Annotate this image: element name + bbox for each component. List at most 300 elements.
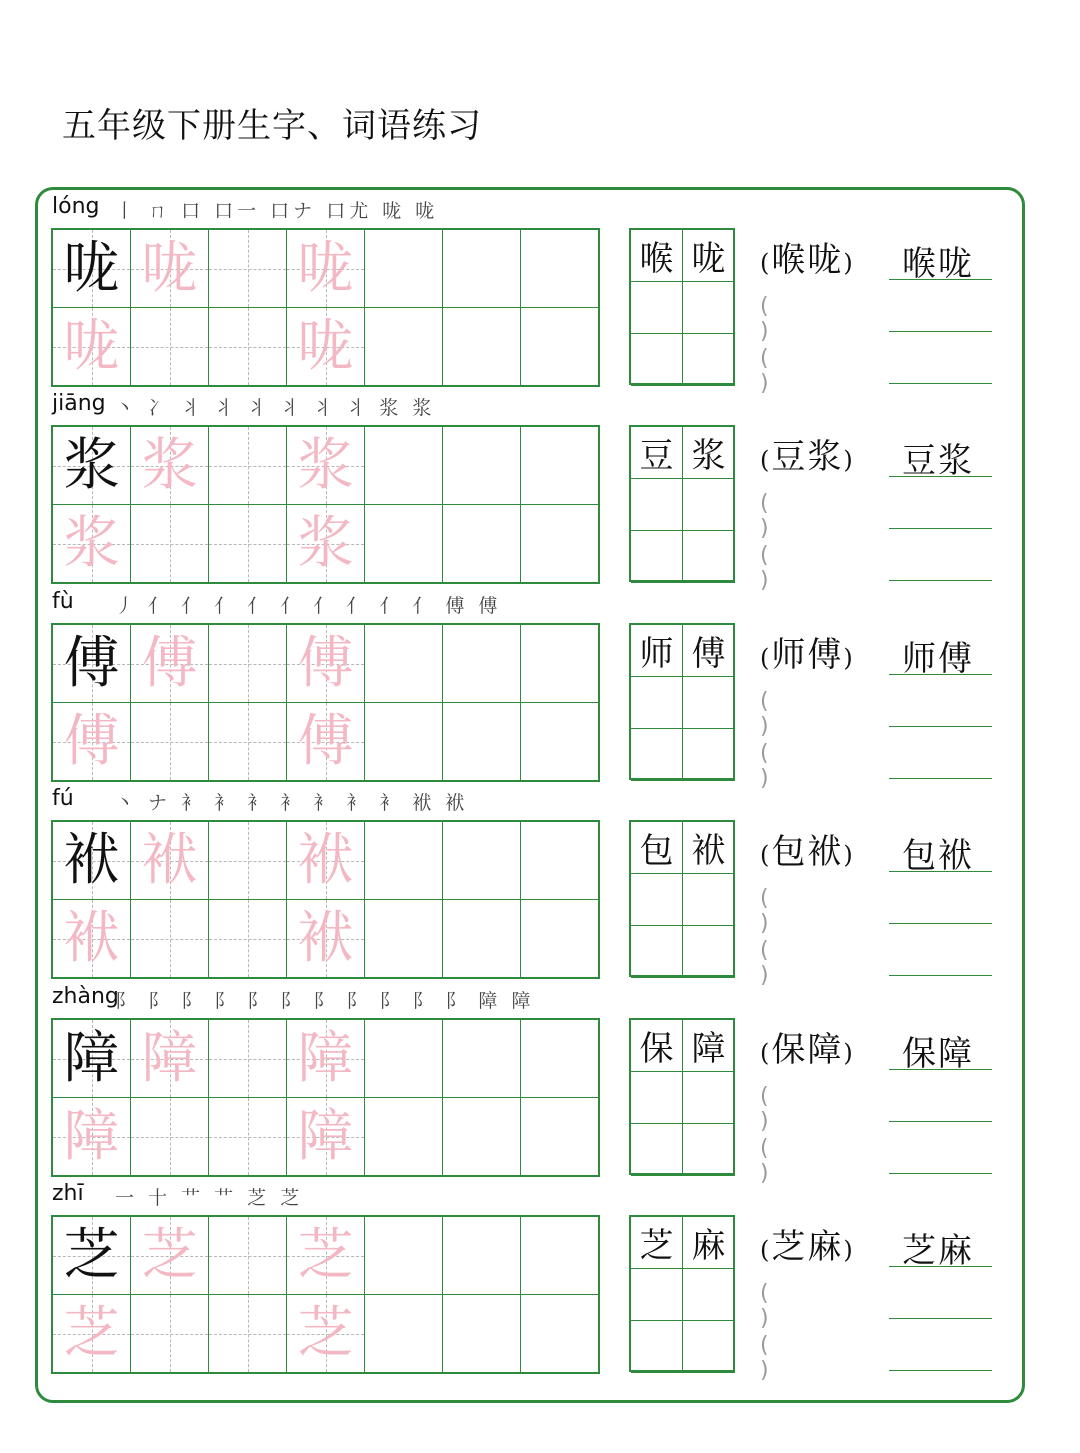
tian-cell[interactable]: [443, 505, 521, 583]
page-title: 五年级下册生字、词语练习: [62, 106, 482, 146]
tian-cell[interactable]: [131, 900, 209, 978]
tian-cell[interactable]: [53, 625, 131, 703]
paren-close: ): [760, 1306, 769, 1331]
word-cell[interactable]: [631, 1020, 683, 1072]
trace-character: 袱: [297, 905, 354, 971]
trace-character: 芝: [297, 1300, 354, 1366]
paren-word: [760, 824, 855, 873]
underline[interactable]: [889, 975, 992, 976]
paren-word: [760, 627, 855, 676]
paren-open: (: [760, 1333, 769, 1358]
underline-word: [902, 1223, 974, 1272]
trace-character: 咙: [141, 235, 198, 301]
paren-blank[interactable]: [760, 1136, 865, 1186]
word-cell[interactable]: [683, 230, 735, 282]
paren-word-char: 喉: [771, 240, 808, 280]
paren-blank[interactable]: [760, 294, 865, 344]
tian-cell[interactable]: [287, 308, 365, 386]
tian-cell[interactable]: [443, 625, 521, 703]
paren-word-char: 浆: [807, 437, 844, 477]
tian-cell[interactable]: [521, 427, 599, 505]
tian-cell[interactable]: [287, 900, 365, 978]
paren-open: (: [760, 841, 772, 869]
paren-close: ): [760, 371, 769, 396]
paren-open: (: [760, 346, 769, 371]
tian-cell[interactable]: [209, 427, 287, 505]
tian-cell[interactable]: [209, 900, 287, 978]
model-character: 芝: [63, 1222, 120, 1288]
underline[interactable]: [889, 279, 992, 280]
word-cell[interactable]: [683, 427, 735, 479]
paren-blank[interactable]: [760, 491, 865, 541]
paren-close: ): [760, 1161, 769, 1186]
paren-open: (: [760, 1136, 769, 1161]
underline[interactable]: [889, 1318, 992, 1319]
word-cell[interactable]: [631, 531, 683, 583]
paren-blank[interactable]: [760, 1333, 865, 1383]
model-character: 傅: [63, 630, 120, 696]
trace-character: 傅: [297, 708, 354, 774]
underline-word-char: 咙: [938, 244, 974, 284]
writing-grid: [51, 228, 600, 387]
paren-close: ): [760, 963, 769, 988]
word-cell[interactable]: [631, 874, 683, 926]
guide-line: [131, 544, 208, 545]
tian-cell[interactable]: [365, 1295, 443, 1373]
tian-cell[interactable]: [131, 308, 209, 386]
paren-open: (: [760, 294, 769, 319]
tian-cell[interactable]: [443, 1217, 521, 1295]
writing-grid: [51, 623, 600, 782]
paren-close: ): [843, 841, 855, 869]
tian-cell[interactable]: [365, 1098, 443, 1176]
tian-cell[interactable]: [443, 1020, 521, 1098]
word-character: 喉: [639, 239, 674, 279]
paren-word-char: 麻: [807, 1227, 844, 1267]
model-character: 障: [63, 1025, 120, 1091]
word-cell[interactable]: [631, 625, 683, 677]
tian-cell[interactable]: [131, 1217, 209, 1295]
tian-cell[interactable]: [209, 703, 287, 781]
paren-blank[interactable]: [760, 689, 865, 739]
word-character: 袱: [691, 831, 726, 871]
word-cell[interactable]: [683, 334, 735, 386]
tian-cell[interactable]: [287, 230, 365, 308]
tian-cell[interactable]: [521, 1098, 599, 1176]
paren-open: (: [760, 886, 769, 911]
underline[interactable]: [889, 871, 992, 872]
tian-cell[interactable]: [365, 505, 443, 583]
paren-word: [760, 1022, 855, 1071]
word-cell[interactable]: [631, 1321, 683, 1373]
tian-cell[interactable]: [521, 625, 599, 703]
word-cell[interactable]: [631, 926, 683, 978]
paren-word-char: 保: [771, 1030, 808, 1070]
tian-cell[interactable]: [209, 1020, 287, 1098]
underline[interactable]: [889, 1370, 992, 1371]
tian-cell[interactable]: [365, 625, 443, 703]
tian-cell[interactable]: [365, 1020, 443, 1098]
word-cell[interactable]: [631, 479, 683, 531]
paren-close: ): [760, 1109, 769, 1134]
tian-cell[interactable]: [131, 822, 209, 900]
tian-cell[interactable]: [53, 230, 131, 308]
guide-line: [209, 1059, 286, 1060]
underline-word-char: 浆: [938, 441, 974, 481]
paren-word-char: 障: [807, 1030, 844, 1070]
tian-cell[interactable]: [521, 230, 599, 308]
trace-character: 浆: [297, 510, 354, 576]
word-cell[interactable]: [683, 1124, 735, 1176]
tian-cell[interactable]: [131, 505, 209, 583]
tian-cell[interactable]: [53, 1020, 131, 1098]
tian-cell[interactable]: [131, 230, 209, 308]
paren-word-char: 包: [771, 832, 808, 872]
paren-close: ): [843, 1039, 855, 1067]
paren-close: ): [760, 568, 769, 593]
word-character: 包: [639, 831, 674, 871]
pinyin-label: lóng: [52, 194, 100, 219]
guide-line: [209, 1137, 286, 1138]
word-cell[interactable]: [631, 822, 683, 874]
stroke-order: 丨 ㄇ 口 口一 口ナ 口尤 咙 咙: [115, 200, 439, 222]
guide-line: [209, 742, 286, 743]
tian-cell[interactable]: [131, 625, 209, 703]
pinyin-label: fú: [52, 786, 74, 811]
word-cell[interactable]: [683, 1072, 735, 1124]
guide-line: [209, 1256, 286, 1257]
writing-grid: [51, 425, 600, 584]
tian-cell[interactable]: [443, 1295, 521, 1373]
tian-cell[interactable]: [287, 1020, 365, 1098]
word-cell[interactable]: [631, 1269, 683, 1321]
tian-cell[interactable]: [287, 1295, 365, 1373]
paren-word-char: 师: [771, 635, 808, 675]
stroke-order: 丿 亻 亻 亻 亻 亻 亻 亻 亻 亻 傅 傅: [115, 595, 502, 617]
stroke-order: 丶 ナ 衤 衤 衤 衤 衤 衤 衤 袱 袱: [115, 792, 469, 814]
tian-cell[interactable]: [521, 308, 599, 386]
word-character: 芝: [639, 1226, 674, 1266]
tian-cell[interactable]: [443, 308, 521, 386]
trace-character: 浆: [141, 432, 198, 498]
tian-cell[interactable]: [53, 900, 131, 978]
tian-cell[interactable]: [209, 625, 287, 703]
word-cell[interactable]: [631, 230, 683, 282]
paren-word-char: 袱: [807, 832, 844, 872]
word-cell[interactable]: [683, 625, 735, 677]
underline-word-char: 麻: [938, 1231, 974, 1271]
tian-cell[interactable]: [209, 308, 287, 386]
paren-open: (: [760, 741, 769, 766]
tian-cell[interactable]: [53, 822, 131, 900]
pinyin-label: fù: [52, 589, 74, 614]
trace-character: 障: [63, 1103, 120, 1169]
trace-character: 咙: [63, 313, 120, 379]
tian-cell[interactable]: [287, 625, 365, 703]
tian-cell[interactable]: [131, 1098, 209, 1176]
word-cell[interactable]: [683, 1020, 735, 1072]
tian-cell[interactable]: [521, 1020, 599, 1098]
guide-line: [209, 269, 286, 270]
underline[interactable]: [889, 726, 992, 727]
paren-blank[interactable]: [760, 938, 865, 988]
underline-word-char: 芝: [902, 1231, 938, 1271]
paren-close: ): [760, 516, 769, 541]
tian-cell[interactable]: [53, 703, 131, 781]
underline[interactable]: [889, 1266, 992, 1267]
paren-word-char: 芝: [771, 1227, 808, 1267]
word-grid: [629, 623, 735, 780]
trace-character: 芝: [63, 1300, 120, 1366]
tian-cell[interactable]: [131, 1020, 209, 1098]
paren-open: (: [760, 543, 769, 568]
paren-word-char: 傅: [807, 635, 844, 675]
trace-character: 咙: [297, 235, 354, 301]
paren-word-char: 咙: [807, 240, 844, 280]
word-cell[interactable]: [631, 1072, 683, 1124]
underline-word: [902, 828, 974, 877]
underline-word-char: 喉: [902, 244, 938, 284]
paren-open: (: [760, 446, 772, 474]
tian-cell[interactable]: [365, 308, 443, 386]
guide-line: [209, 544, 286, 545]
paren-blank[interactable]: [760, 1084, 865, 1134]
tian-cell[interactable]: [443, 427, 521, 505]
underline[interactable]: [889, 1121, 992, 1122]
guide-line: [131, 742, 208, 743]
guide-line: [209, 939, 286, 940]
word-cell[interactable]: [683, 1321, 735, 1373]
guide-line: [209, 861, 286, 862]
word-cell[interactable]: [631, 1217, 683, 1269]
word-cell[interactable]: [683, 729, 735, 781]
word-cell[interactable]: [631, 729, 683, 781]
underline[interactable]: [889, 1173, 992, 1174]
tian-cell[interactable]: [521, 1295, 599, 1373]
guide-line: [131, 939, 208, 940]
paren-close: ): [843, 249, 855, 277]
tian-cell[interactable]: [287, 822, 365, 900]
pinyin-label: zhī: [52, 1181, 84, 1206]
paren-open: (: [760, 491, 769, 516]
model-character: 浆: [63, 432, 120, 498]
word-cell[interactable]: [631, 427, 683, 479]
paren-close: ): [843, 644, 855, 672]
underline-word: [902, 236, 974, 285]
underline-word-char: 傅: [938, 639, 974, 679]
paren-open: (: [760, 1039, 772, 1067]
model-character: 咙: [63, 235, 120, 301]
tian-cell[interactable]: [365, 703, 443, 781]
guide-line: [209, 466, 286, 467]
tian-cell[interactable]: [443, 230, 521, 308]
word-character: 咙: [691, 239, 726, 279]
word-character: 豆: [639, 436, 674, 476]
underline-word-char: 障: [938, 1034, 974, 1074]
writing-grid: [51, 1215, 600, 1374]
underline[interactable]: [889, 331, 992, 332]
paren-blank[interactable]: [760, 741, 865, 791]
tian-cell[interactable]: [287, 703, 365, 781]
tian-cell[interactable]: [131, 427, 209, 505]
tian-cell[interactable]: [209, 822, 287, 900]
pinyin-label: zhàng: [52, 984, 119, 1009]
trace-character: 浆: [63, 510, 120, 576]
paren-open: (: [760, 1084, 769, 1109]
trace-character: 障: [297, 1103, 354, 1169]
tian-cell[interactable]: [287, 505, 365, 583]
tian-cell[interactable]: [365, 822, 443, 900]
paren-word: [760, 429, 855, 478]
tian-cell[interactable]: [521, 505, 599, 583]
underline[interactable]: [889, 528, 992, 529]
trace-character: 芝: [297, 1222, 354, 1288]
word-cell[interactable]: [683, 822, 735, 874]
tian-cell[interactable]: [365, 427, 443, 505]
word-character: 师: [639, 634, 674, 674]
guide-line: [131, 1137, 208, 1138]
paren-word: [760, 1219, 855, 1268]
word-cell[interactable]: [683, 479, 735, 531]
underline-word-char: 包: [902, 836, 938, 876]
tian-cell[interactable]: [365, 1217, 443, 1295]
word-cell[interactable]: [683, 531, 735, 583]
guide-line: [209, 664, 286, 665]
word-cell[interactable]: [683, 282, 735, 334]
tian-cell[interactable]: [365, 230, 443, 308]
word-character: 傅: [691, 634, 726, 674]
stroke-order: 丶 冫 丬 丬 丬 丬 丬 丬 浆 浆: [115, 397, 436, 419]
underline[interactable]: [889, 778, 992, 779]
tian-cell[interactable]: [521, 822, 599, 900]
writing-grid: [51, 1018, 600, 1177]
underline-word-char: 师: [902, 639, 938, 679]
paren-blank[interactable]: [760, 886, 865, 936]
word-character: 麻: [691, 1226, 726, 1266]
stroke-order: 一 十 艹 艹 芝 芝: [115, 1187, 304, 1209]
word-cell[interactable]: [683, 926, 735, 978]
word-cell[interactable]: [683, 874, 735, 926]
stroke-order: 阝 阝 阝 阝 阝 阝 阝 阝 阝 阝 阝 障 障: [115, 990, 535, 1012]
tian-cell[interactable]: [443, 900, 521, 978]
underline[interactable]: [889, 1069, 992, 1070]
underline-word-char: 袱: [938, 836, 974, 876]
word-cell[interactable]: [683, 1269, 735, 1321]
tian-cell[interactable]: [521, 900, 599, 978]
tian-cell[interactable]: [209, 1098, 287, 1176]
word-grid: [629, 820, 735, 977]
tian-cell[interactable]: [131, 1295, 209, 1373]
writing-grid: [51, 820, 600, 979]
tian-cell[interactable]: [521, 703, 599, 781]
tian-cell[interactable]: [53, 1098, 131, 1176]
paren-blank[interactable]: [760, 346, 865, 396]
tian-cell[interactable]: [287, 1098, 365, 1176]
word-grid: [629, 228, 735, 385]
paren-open: (: [760, 249, 772, 277]
paren-close: ): [760, 319, 769, 344]
tian-cell[interactable]: [209, 505, 287, 583]
word-cell[interactable]: [683, 1217, 735, 1269]
trace-character: 傅: [63, 708, 120, 774]
tian-cell[interactable]: [209, 1295, 287, 1373]
word-grid: [629, 1018, 735, 1175]
paren-close: ): [760, 766, 769, 791]
paren-close: ): [843, 1236, 855, 1264]
trace-character: 障: [297, 1025, 354, 1091]
tian-cell[interactable]: [53, 308, 131, 386]
paren-close: ): [760, 1358, 769, 1383]
word-character: 浆: [691, 436, 726, 476]
tian-cell[interactable]: [53, 427, 131, 505]
tian-cell[interactable]: [287, 1217, 365, 1295]
word-cell[interactable]: [631, 1124, 683, 1176]
tian-cell[interactable]: [365, 900, 443, 978]
tian-cell[interactable]: [443, 703, 521, 781]
underline-word: [902, 631, 974, 680]
trace-character: 傅: [141, 630, 198, 696]
underline[interactable]: [889, 674, 992, 675]
underline-word-char: 保: [902, 1034, 938, 1074]
tian-cell[interactable]: [287, 427, 365, 505]
word-grid: [629, 425, 735, 582]
underline[interactable]: [889, 476, 992, 477]
trace-character: 咙: [297, 313, 354, 379]
trace-character: 浆: [297, 432, 354, 498]
trace-character: 袱: [63, 905, 120, 971]
word-cell[interactable]: [631, 677, 683, 729]
trace-character: 障: [141, 1025, 198, 1091]
tian-cell[interactable]: [443, 822, 521, 900]
guide-line: [209, 347, 286, 348]
word-character: 障: [691, 1029, 726, 1069]
word-cell[interactable]: [631, 334, 683, 386]
tian-cell[interactable]: [53, 505, 131, 583]
underline-word: [902, 433, 974, 482]
word-cell[interactable]: [631, 282, 683, 334]
underline[interactable]: [889, 923, 992, 924]
underline[interactable]: [889, 383, 992, 384]
word-grid: [629, 1215, 735, 1372]
underline-word: [902, 1026, 974, 1075]
paren-open: (: [760, 1281, 769, 1306]
paren-open: (: [760, 689, 769, 714]
guide-line: [209, 1334, 286, 1335]
underline-word-char: 豆: [902, 441, 938, 481]
tian-cell[interactable]: [209, 230, 287, 308]
paren-blank[interactable]: [760, 543, 865, 593]
trace-character: 傅: [297, 630, 354, 696]
guide-line: [131, 1334, 208, 1335]
tian-cell[interactable]: [131, 703, 209, 781]
paren-blank[interactable]: [760, 1281, 865, 1331]
word-character: 保: [639, 1029, 674, 1069]
tian-cell[interactable]: [209, 1217, 287, 1295]
tian-cell[interactable]: [521, 1217, 599, 1295]
word-cell[interactable]: [683, 677, 735, 729]
paren-close: ): [760, 911, 769, 936]
underline[interactable]: [889, 580, 992, 581]
tian-cell[interactable]: [443, 1098, 521, 1176]
model-character: 袱: [63, 827, 120, 893]
paren-open: (: [760, 1236, 772, 1264]
tian-cell[interactable]: [53, 1217, 131, 1295]
tian-cell[interactable]: [53, 1295, 131, 1373]
paren-open: (: [760, 644, 772, 672]
paren-open: (: [760, 938, 769, 963]
paren-close: ): [760, 714, 769, 739]
paren-word: [760, 232, 855, 281]
